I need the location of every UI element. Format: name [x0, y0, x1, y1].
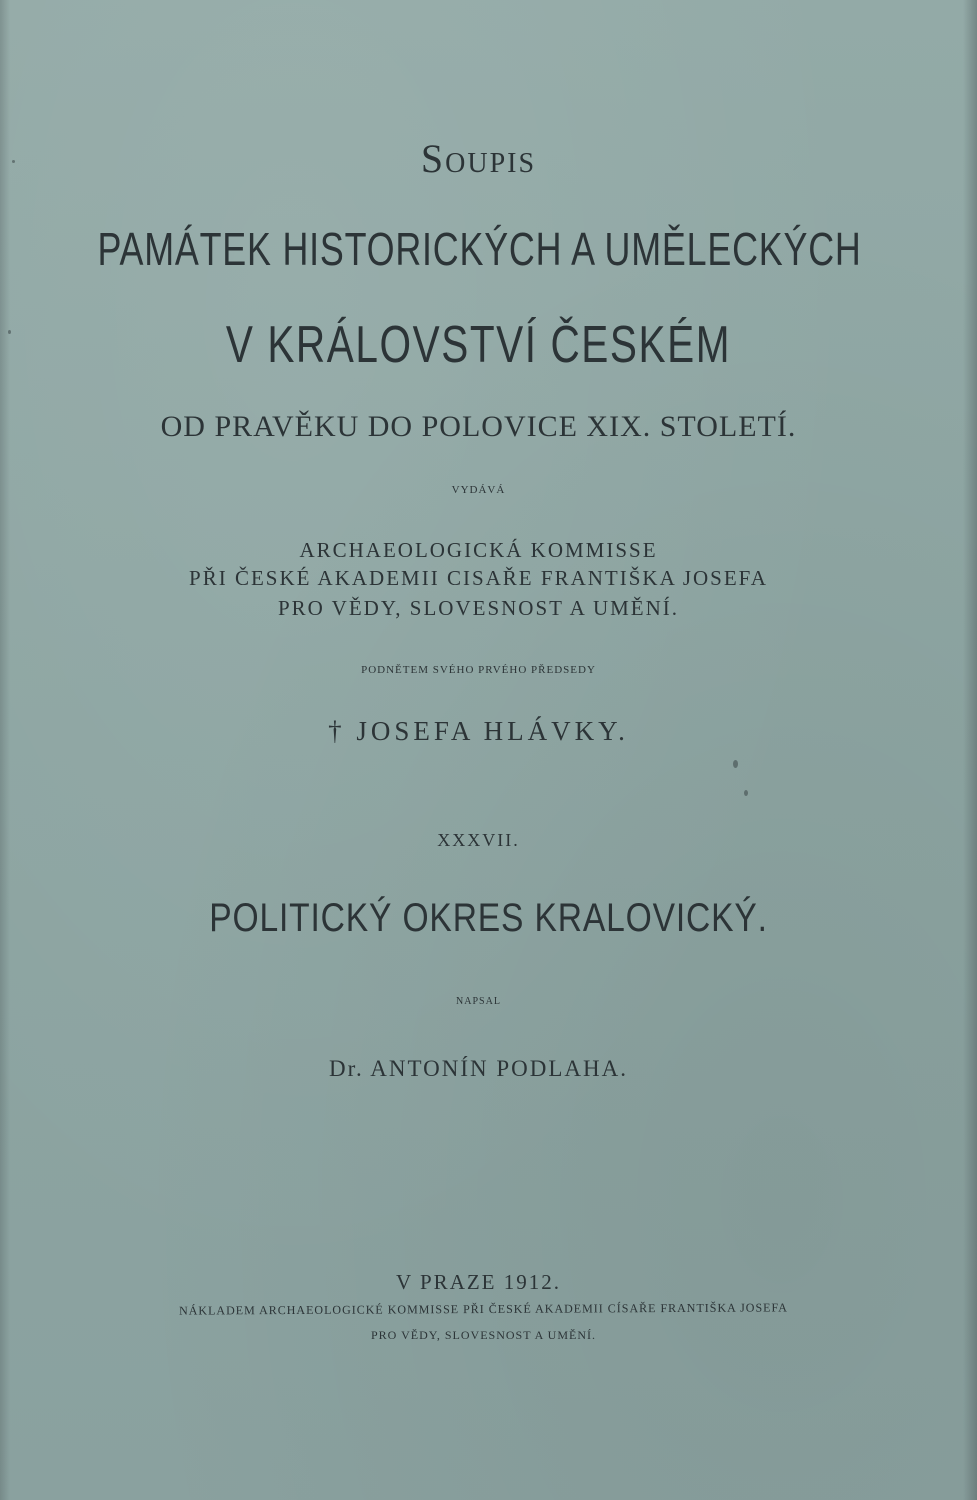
volume-title: POLITICKÝ OKRES KRALOVICKÝ.: [209, 896, 768, 940]
paper-blemish: [12, 160, 15, 163]
dedication-intro: PODNĚTEM SVÉHO PRVÉHO PŘEDSEDY: [361, 664, 596, 676]
dedication-name: † JOSEFA HLÁVKY.: [328, 716, 629, 746]
volume-number: XXXVII.: [437, 830, 520, 850]
imprint-line-1: NÁKLADEM ARCHAEOLOGICKÉ KOMMISSE PŘI ČESKÉ AKADEMII CÍSAŘE FRANTIŠKA JOSEFA: [179, 1300, 788, 1318]
paper-blemish: [744, 790, 748, 796]
publisher-line-1: ARCHAEOLOGICKÁ KOMMISSE: [299, 538, 658, 562]
publisher-intro: VYDÁVÁ: [451, 484, 506, 496]
paper-blemish: [8, 330, 11, 334]
imprint-line-2: PRO VĚDY, SLOVESNOST A UMĚNÍ.: [370, 1328, 597, 1342]
author-name: Dr. ANTONÍN PODLAHA.: [329, 1056, 628, 1081]
author-intro: NAPSAL: [456, 996, 501, 1007]
paper-blemish: [733, 760, 738, 768]
series-title-line-2: PAMÁTEK HISTORICKÝCH A UMĚLECKÝCH: [97, 223, 862, 275]
series-title-line-3: V KRÁLOVSTVÍ ČESKÉM: [225, 316, 732, 374]
imprint-place-year: V PRAZE 1912.: [395, 1270, 562, 1294]
publisher-line-3: PRO VĚDY, SLOVESNOST A UMĚNÍ.: [277, 596, 680, 620]
publisher-line-2: PŘI ČESKÉ AKADEMII CISAŘE FRANTIŠKA JOSEFA: [189, 566, 768, 590]
series-title-soupis: Soupis: [420, 136, 537, 181]
series-subtitle: OD PRAVĚKU DO POLOVICE XIX. STOLETÍ.: [160, 410, 797, 443]
